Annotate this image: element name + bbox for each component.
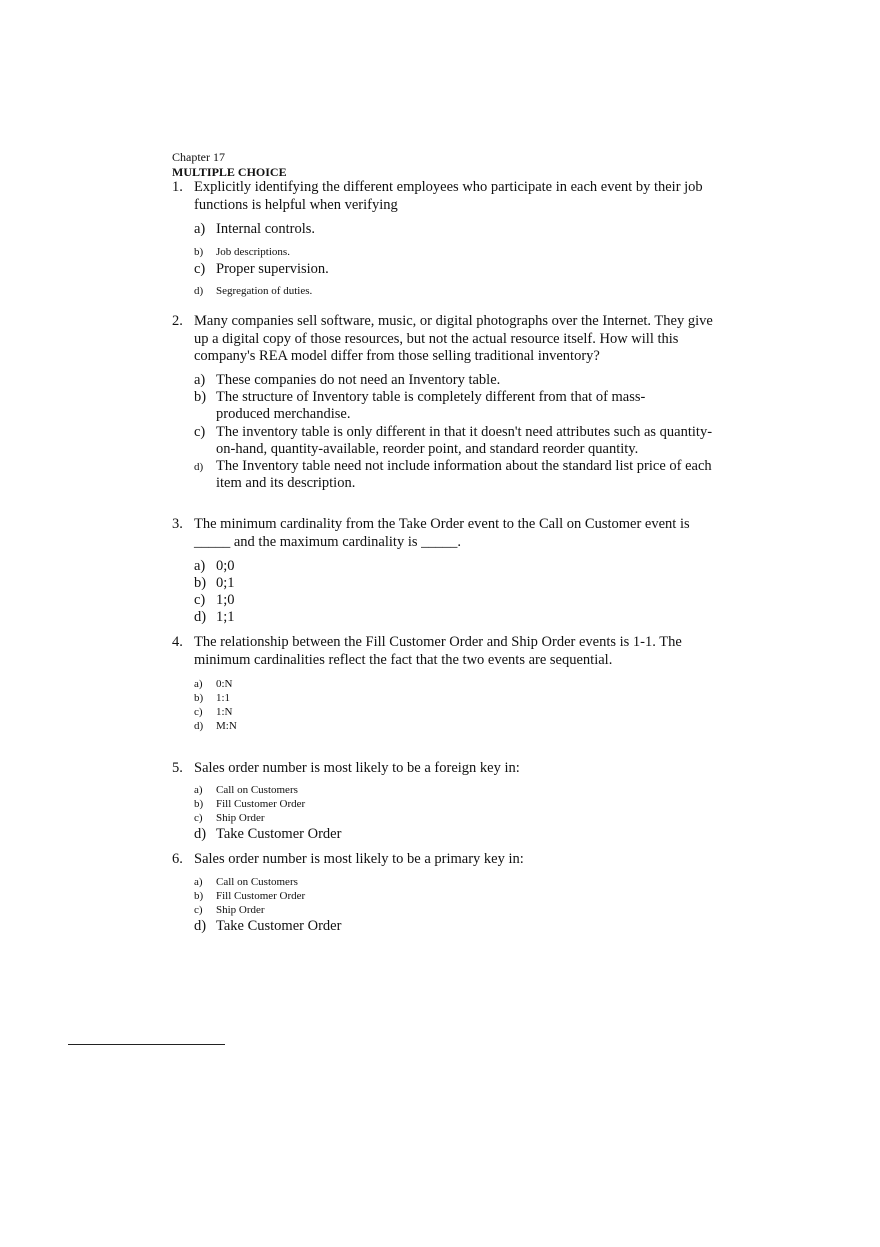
option-label: c) [194,706,203,718]
chapter-label: Chapter 17 [172,150,225,164]
option-text: 0:N [216,678,233,690]
option-text: Job descriptions. [216,246,290,258]
option-label: b) [194,246,204,258]
question-number: 6. [172,851,183,867]
option-label: b) [194,389,207,405]
option-label: c) [194,812,203,824]
option-text: Fill Customer Order [216,798,306,810]
option-label: b) [194,798,204,810]
option-text: 1:1 [216,692,231,704]
section-heading: MULTIPLE CHOICE [172,165,287,179]
option-label: c) [194,424,206,440]
option-text: 1;1 [216,609,235,625]
option-label: a) [194,876,203,888]
option-label: d) [194,285,204,297]
option-label: a) [194,372,206,388]
question-number: 1. [172,179,183,195]
question-number: 3. [172,516,183,532]
option-text: Proper supervision. [216,261,329,277]
option-label: c) [194,261,206,277]
option-text: 1;0 [216,592,235,608]
option-text: Internal controls. [216,221,316,237]
option-label: a) [194,784,203,796]
option-text: The inventory table is only different in that it doesn't need attributes such as quantity-on-hand, quantity-available, reorder point, and standard reorder quantity. [216,424,713,457]
option-text: The Inventory table need not include information about the standard list price of each item and its description. [216,458,712,491]
option-text: These companies do not need an Inventory table. [216,372,501,388]
question-number: 4. [172,634,183,650]
option-text: Ship Order [216,904,265,916]
question-text: The minimum cardinality from the Take Order event to the Call on Customer event is _____ and the maximum cardinality is _____. [194,516,690,550]
option-label: a) [194,221,206,237]
question-text: Many companies sell software, music, or digital photographs over the Internet. They give up a digital copy of those resources, but not the actual resource itself. How will this company's REA model differ from those selling traditional inventory? [194,313,713,364]
option-label: d) [194,826,207,842]
question-text: Explicitly identifying the different employees who participate in each event by their job functions is helpful when verifying [194,179,703,213]
option-text: 0;0 [216,558,235,574]
option-text: Ship Order [216,812,265,824]
footnote-separator [68,1044,225,1045]
option-text: Take Customer Order [216,918,342,934]
option-label: c) [194,904,203,916]
option-label: a) [194,678,203,690]
option-label: c) [194,592,206,608]
option-label: b) [194,692,204,704]
option-label: b) [194,890,204,902]
option-label: d) [194,918,207,934]
option-label: d) [194,461,204,473]
question-number: 2. [172,313,183,329]
option-text: Fill Customer Order [216,890,306,902]
option-text: 0;1 [216,575,235,591]
option-label: d) [194,720,204,732]
question-text: The relationship between the Fill Customer Order and Ship Order events is 1-1. The minimum cardinalities reflect the fact that the two events are sequential. [194,634,682,668]
question-number: 5. [172,760,183,776]
option-text: Segregation of duties. [216,285,313,297]
option-text: 1:N [216,706,233,718]
option-label: d) [194,609,207,625]
option-text: Call on Customers [216,784,298,796]
option-text: Call on Customers [216,876,298,888]
option-label: a) [194,558,206,574]
option-text: M:N [216,720,237,732]
option-text: The structure of Inventory table is completely different from that of mass-produced merchandise. [216,389,646,422]
question-text: Sales order number is most likely to be a primary key in: [194,851,524,867]
option-label: b) [194,575,207,591]
question-text: Sales order number is most likely to be a foreign key in: [194,760,520,776]
option-text: Take Customer Order [216,826,342,842]
